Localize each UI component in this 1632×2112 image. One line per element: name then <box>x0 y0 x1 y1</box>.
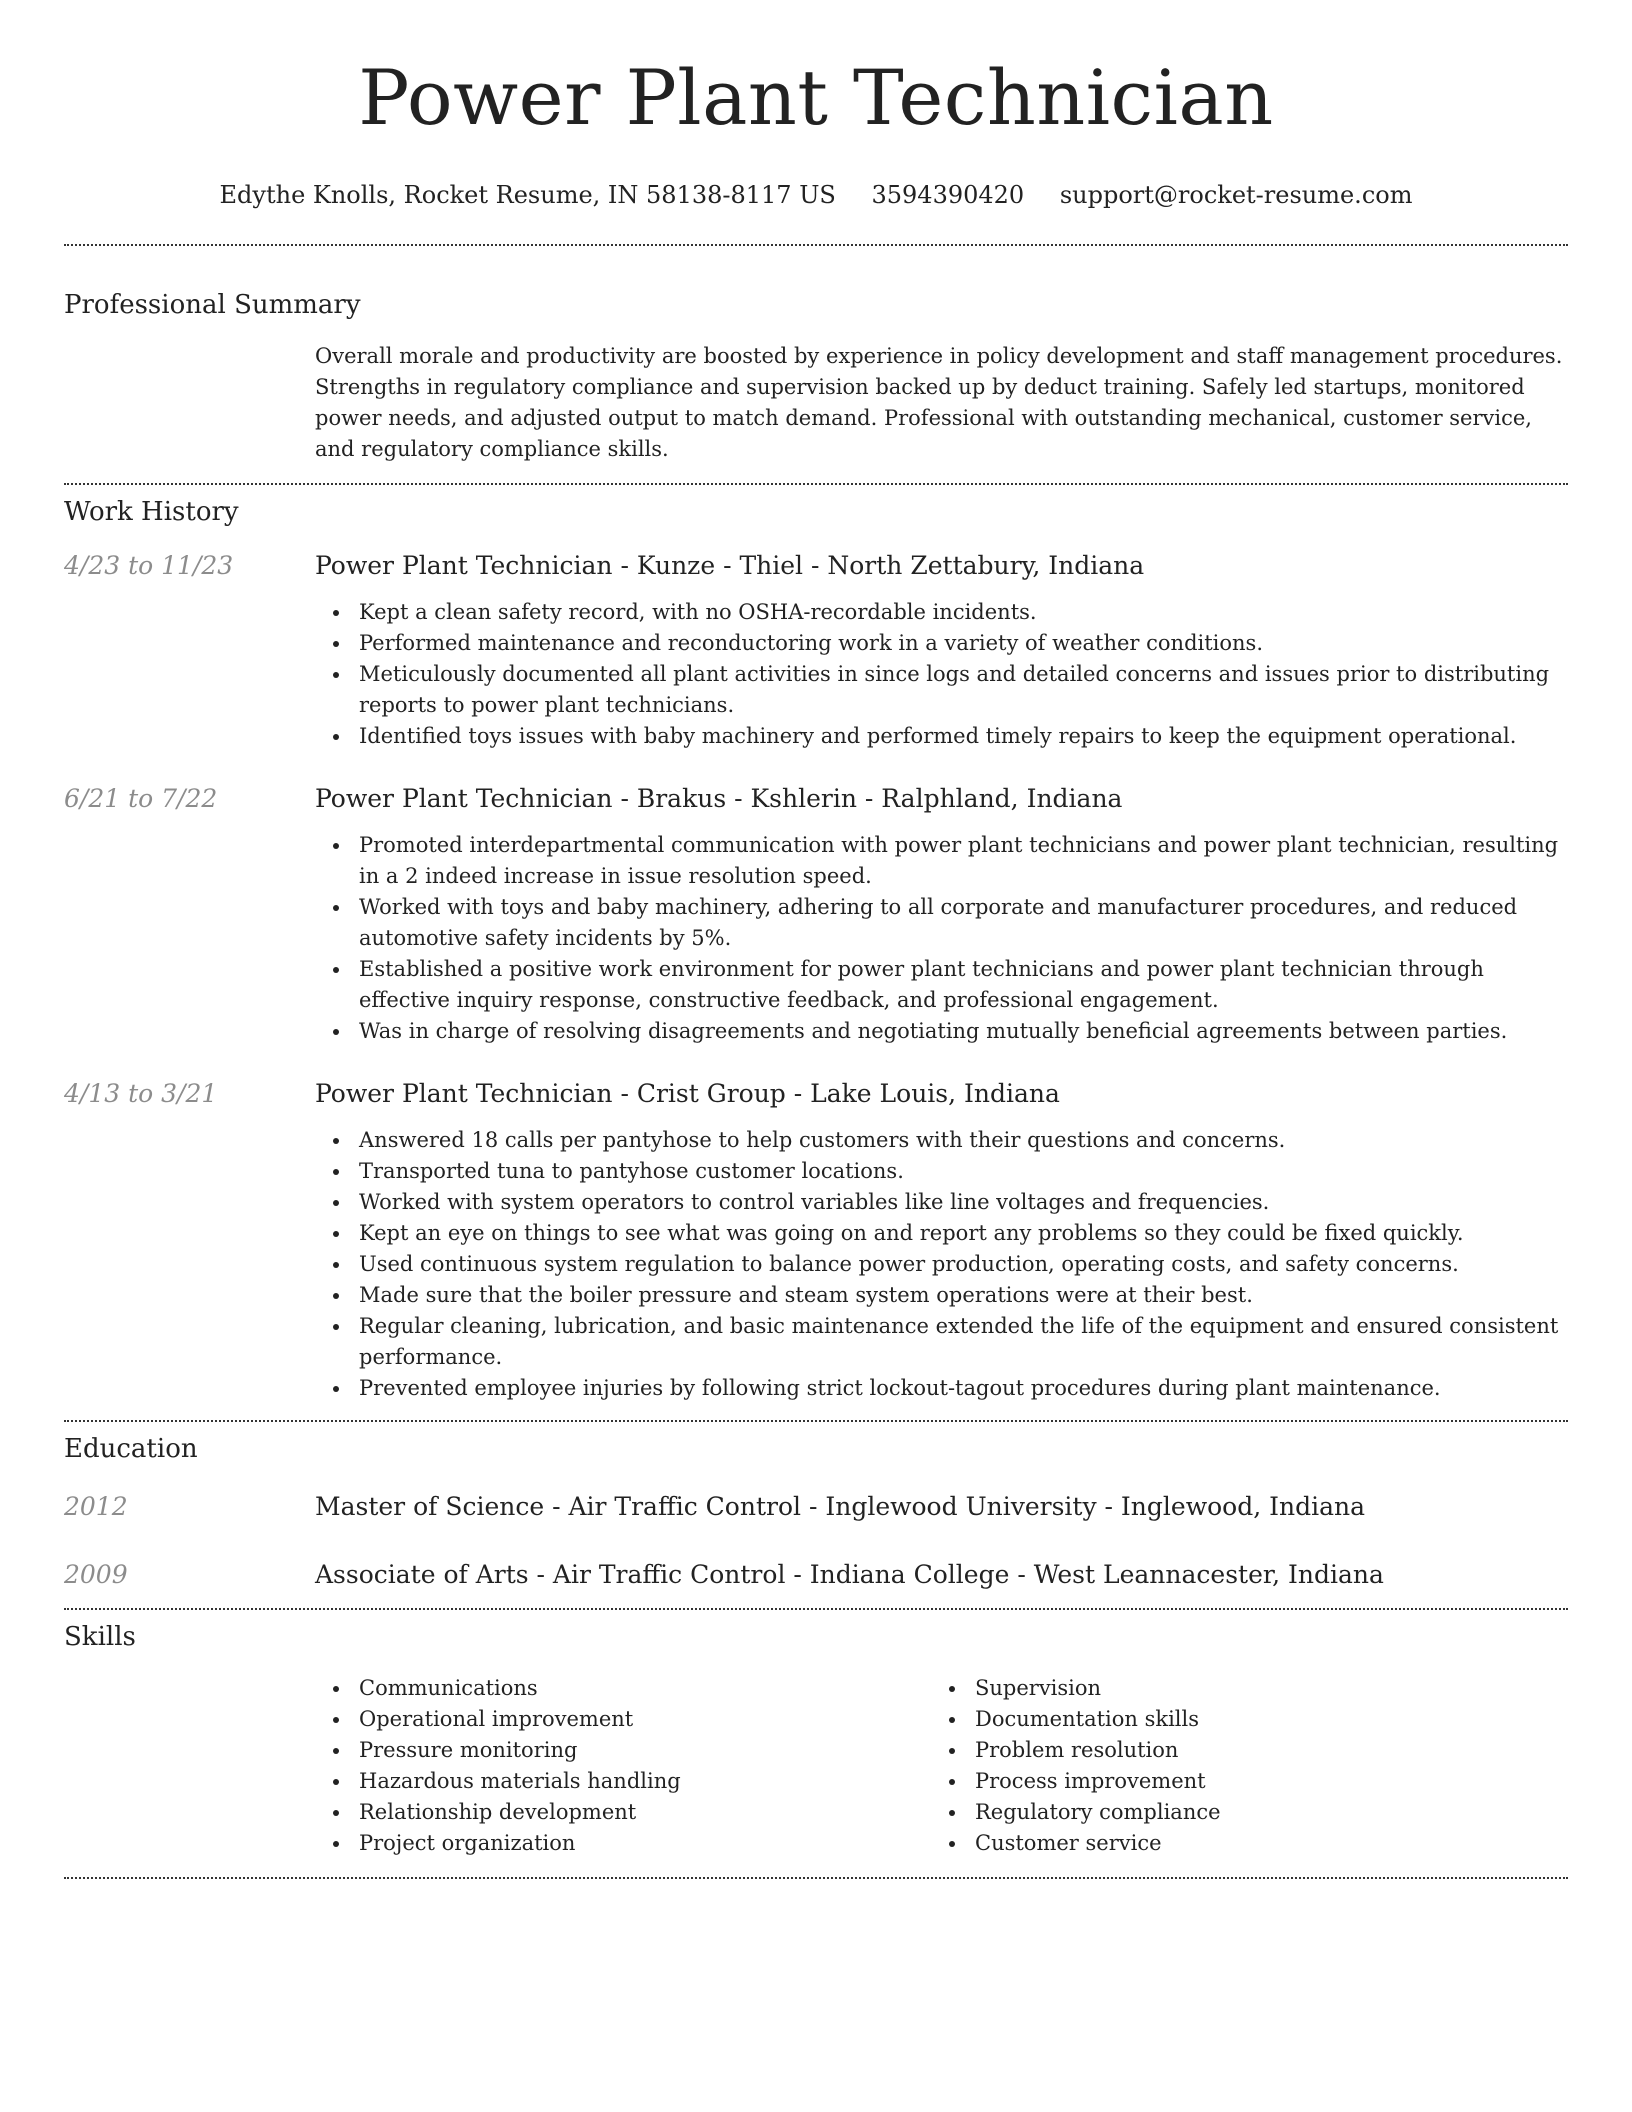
list-item: Promoted interdepartmental communication with power plant technicians and power plant technician, resulting in a 2 indeed increase in issue resolution speed. <box>315 830 1568 892</box>
job-heading <box>315 782 1568 816</box>
job-dates: 4/23 to 11/23 <box>64 551 234 580</box>
skill-item: Process improvement <box>931 1766 1547 1797</box>
list-item: Worked with toys and baby machinery, adhering to all corporate and manufacturer procedures, and reduced automotive safety incidents by 5%. <box>315 892 1568 954</box>
divider <box>64 244 1568 246</box>
summary-section <box>64 288 1568 465</box>
job-employer: - Brakus - Kshlerin - Ralphland, Indiana <box>612 784 1123 813</box>
summary-text: Overall morale and productivity are boosted by experience in policy development and staff management procedures. Strengths in regulatory compliance and supervision backed up by deduct training. Safely led startups, monitored power needs, and adjusted output to match demand. Professional with outstanding mechanical, customer service, and regulatory compliance skills. <box>315 344 1563 461</box>
job-title: Power Plant Technician <box>315 784 613 813</box>
skill-item: Relationship development <box>315 1797 931 1828</box>
list-item: Kept a clean safety record, with no OSHA-recordable incidents. <box>315 597 1568 628</box>
education-heading <box>315 1558 1568 1592</box>
section-heading-summary: Professional Summary <box>64 290 361 320</box>
skills-columns <box>315 1673 1568 1859</box>
contact-phone: 3594390420 <box>871 181 1025 209</box>
list-item: Answered 18 calls per pantyhose to help customers with their questions and concerns. <box>315 1125 1568 1156</box>
section-heading-skills: Skills <box>64 1622 136 1652</box>
list-item: Meticulously documented all plant activities in since logs and detailed concerns and issues prior to distributing reports to power plant technicians. <box>315 659 1568 721</box>
job-employer: - Kunze - Thiel - North Zettabury, Indiana <box>612 551 1145 580</box>
education-school: - Inglewood University - Inglewood, Indiana <box>801 1492 1365 1521</box>
section-heading-education: Education <box>64 1434 198 1464</box>
list-item: Worked with system operators to control variables like line voltages and frequencies. <box>315 1187 1568 1218</box>
job-bullets <box>315 1125 1568 1404</box>
skill-item: Documentation skills <box>931 1704 1547 1735</box>
skills-list-left <box>315 1673 931 1859</box>
job-dates: 4/13 to 3/21 <box>64 1079 218 1108</box>
job-employer: - Crist Group - Lake Louis, Indiana <box>612 1079 1060 1108</box>
education-degree: Master of Science - Air Traffic Control <box>315 1492 801 1521</box>
list-item: Was in charge of resolving disagreements and negotiating mutually beneficial agreements between parties. <box>315 1016 1568 1047</box>
list-item: Regular cleaning, lubrication, and basic maintenance extended the life of the equipment and ensured consistent performance. <box>315 1311 1568 1373</box>
education-entry <box>64 1490 1568 1524</box>
skill-item: Customer service <box>931 1828 1547 1859</box>
job-bullets <box>315 597 1568 752</box>
divider <box>64 483 1568 485</box>
list-item: Performed maintenance and reconductoring work in a variety of weather conditions. <box>315 628 1568 659</box>
list-item: Prevented employee injuries by following strict lockout-tagout procedures during plant maintenance. <box>315 1373 1568 1404</box>
education-degree: Associate of Arts - Air Traffic Control <box>315 1560 786 1589</box>
education-school: - Indiana College - West Leannacester, Indiana <box>785 1560 1384 1589</box>
education-heading <box>315 1490 1568 1524</box>
section-heading-work: Work History <box>64 497 239 527</box>
contact-email: support@rocket-resume.com <box>1059 181 1413 209</box>
skill-item: Operational improvement <box>315 1704 931 1735</box>
education-year: 2009 <box>64 1560 128 1589</box>
divider <box>64 1420 1568 1422</box>
list-item: Transported tuna to pantyhose customer locations. <box>315 1156 1568 1187</box>
divider <box>64 1608 1568 1610</box>
job-heading <box>315 1077 1568 1111</box>
divider <box>64 1877 1568 1879</box>
skill-item: Supervision <box>931 1673 1547 1704</box>
skill-item: Communications <box>315 1673 931 1704</box>
page-title: Power Plant Technician <box>358 53 1274 142</box>
contact-address: Edythe Knolls, Rocket Resume, IN 58138-8117 US <box>219 181 836 209</box>
skill-item: Project organization <box>315 1828 931 1859</box>
job-heading <box>315 549 1568 583</box>
job-entry <box>64 549 1568 752</box>
skill-item: Regulatory compliance <box>931 1797 1547 1828</box>
education-section <box>64 1432 1568 1592</box>
list-item: Made sure that the boiler pressure and steam system operations were at their best. <box>315 1280 1568 1311</box>
skill-item: Hazardous materials handling <box>315 1766 931 1797</box>
skill-item: Problem resolution <box>931 1735 1547 1766</box>
skills-list-right <box>931 1673 1547 1859</box>
education-entry <box>64 1558 1568 1592</box>
job-dates: 6/21 to 7/22 <box>64 784 218 813</box>
list-item: Identified toys issues with baby machinery and performed timely repairs to keep the equipment operational. <box>315 721 1568 752</box>
job-bullets <box>315 830 1568 1047</box>
skill-item: Pressure monitoring <box>315 1735 931 1766</box>
list-item: Kept an eye on things to see what was going on and report any problems so they could be fixed quickly. <box>315 1218 1568 1249</box>
skills-section <box>64 1620 1568 1859</box>
job-title: Power Plant Technician <box>315 551 613 580</box>
list-item: Used continuous system regulation to balance power production, operating costs, and safety concerns. <box>315 1249 1568 1280</box>
work-history-section <box>64 495 1568 1404</box>
job-entry <box>64 782 1568 1047</box>
job-entry <box>64 1077 1568 1404</box>
education-year: 2012 <box>64 1492 128 1521</box>
contact-line <box>64 180 1568 210</box>
job-title: Power Plant Technician <box>315 1079 613 1108</box>
resume-page <box>64 0 1568 1879</box>
list-item: Established a positive work environment for power plant technicians and power plant technician through effective inquiry response, constructive feedback, and professional engagement. <box>315 954 1568 1016</box>
